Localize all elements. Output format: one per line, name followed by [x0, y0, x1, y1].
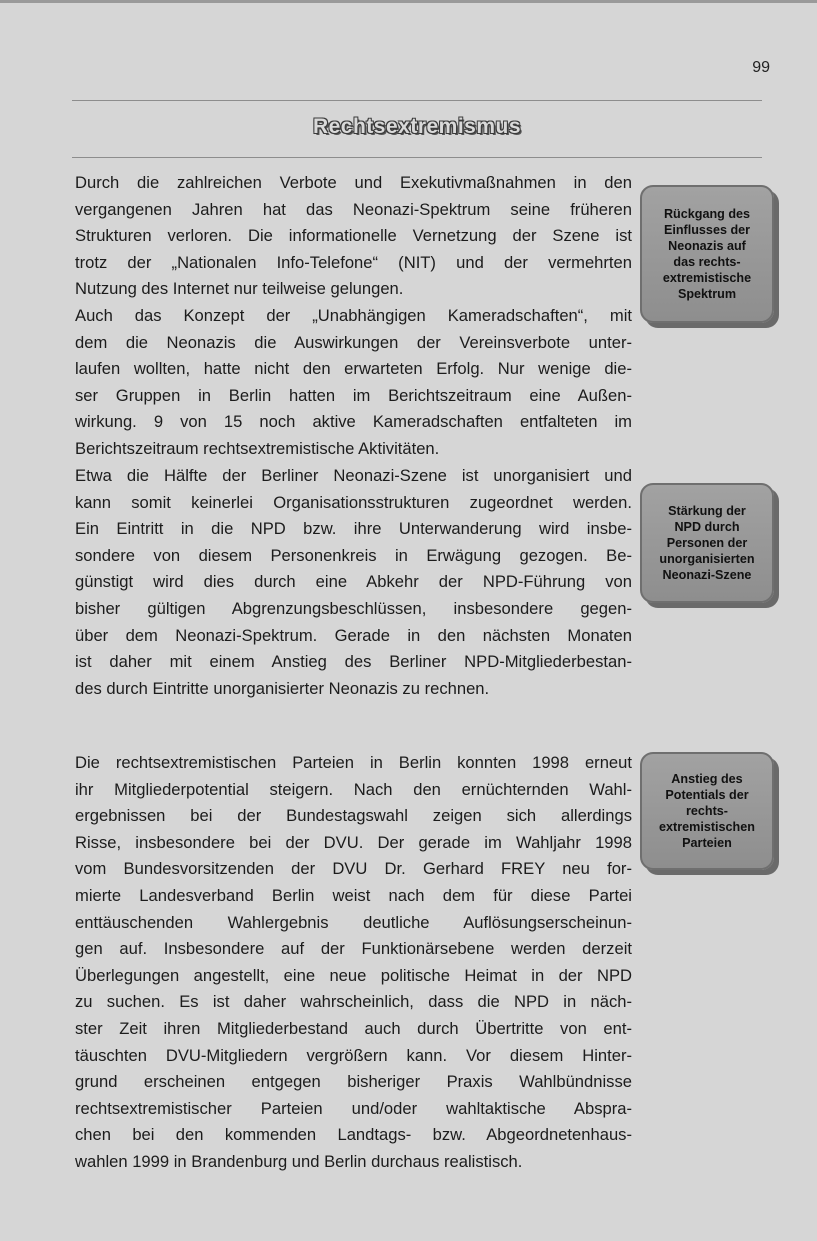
margin-note-line: rechts-	[686, 804, 728, 818]
margin-note-line: Neonazi-Szene	[662, 568, 752, 582]
margin-note-1	[640, 185, 774, 323]
text-line: rechtsextremistischer Parteien und/oder wahltaktische Abspra-	[75, 1098, 632, 1118]
text-line: vergangenen Jahren hat das Neonazi-Spektrum seine früheren	[75, 199, 632, 219]
section-heading: Rechtsextremismus	[312, 115, 522, 138]
text-line: ser Gruppen in Berlin hatten im Berichtszeitraum eine Außen-	[75, 385, 632, 405]
margin-note-line: extremistische	[662, 271, 752, 285]
paragraph-1	[75, 170, 632, 303]
margin-note-text	[659, 503, 754, 583]
margin-note-line: extremistischen	[659, 820, 755, 834]
text-line: bisher gültigen Abgrenzungsbeschlüssen, insbesondere gegen-	[75, 598, 632, 618]
margin-note-line: Rückgang des	[663, 207, 751, 221]
text-line: mierte Landesverband Berlin weist nach dem für diese Partei	[75, 885, 632, 905]
text-line: ergebnissen bei der Bundestagswahl zeigen sich allerdings	[75, 806, 632, 826]
text-line: ihr Mitgliederpotential steigern. Nach den ernüchternden Wahl-	[75, 779, 632, 799]
text-line: Strukturen verloren. Die informationelle Vernetzung der Szene ist	[75, 226, 632, 246]
paragraph-2	[75, 303, 632, 463]
text-line: gen auf. Insbesondere auf der Funktionärsebene werden derzeit	[75, 939, 632, 959]
text-line: Auch das Konzept der „Unabhängigen Kameradschaften“, mit	[75, 306, 632, 325]
text-line: des durch Eintritte unorganisierter Neonazis zu rechnen.	[75, 678, 490, 698]
margin-note-text	[663, 206, 751, 302]
margin-note-3	[640, 752, 774, 870]
heading-rule-bottom	[72, 157, 762, 158]
margin-note-line: Einflusses der	[663, 223, 751, 237]
paragraph-3	[75, 463, 632, 702]
text-line: Die rechtsextremistischen Parteien in Berlin konnten 1998 erneut	[75, 753, 632, 772]
margin-note-line: Potentials der	[665, 788, 749, 802]
text-line: vom Bundesvorsitzenden der DVU Dr. Gerhard FREY neu for-	[75, 859, 632, 879]
margin-note-line: Anstieg des	[671, 772, 743, 786]
page-number: 99	[752, 59, 770, 76]
text-line: Berichtszeitraum rechtsextremistische Aktivitäten.	[75, 438, 440, 458]
margin-note-line: unorganisierten	[659, 552, 755, 566]
page-top-edge	[0, 0, 817, 3]
text-line: täuschten DVU-Mitgliedern vergrößern kann. Vor diesem Hinter-	[75, 1045, 632, 1065]
margin-note-line: Neonazis auf	[668, 239, 746, 253]
text-line: dem die Neonazis die Auswirkungen der Vereinsverbote unter-	[75, 332, 632, 352]
paragraph-4	[75, 750, 632, 1176]
margin-note-line: Personen der	[666, 536, 748, 550]
margin-note-line: Spektrum	[677, 287, 737, 301]
text-line: sondere von diesem Personenkreis in Erwägung gezogen. Be-	[75, 545, 632, 565]
text-line: kann somit keinerlei Organisationsstrukturen zugeordnet werden.	[75, 492, 632, 512]
text-line: Ein Eintritt in die NPD bzw. ihre Unterwanderung wird insbe-	[75, 519, 632, 539]
text-line: grund erscheinen entgegen bisheriger Praxis Wahlbündnisse	[75, 1072, 632, 1092]
text-line: wahlen 1999 in Brandenburg und Berlin durchaus realistisch.	[75, 1151, 523, 1171]
text-line: Risse, insbesondere bei der DVU. Der gerade im Wahljahr 1998	[75, 832, 632, 852]
text-line: trotz der „Nationalen Info-Telefone“ (NIT) und der vermehrten	[75, 252, 632, 272]
text-line: Etwa die Hälfte der Berliner Neonazi-Szene ist unorganisiert und	[75, 466, 632, 485]
heading-rule-top	[72, 100, 762, 101]
margin-note-line: NPD durch	[674, 520, 740, 534]
text-line: ist daher mit einem Anstieg des Berliner NPD-Mitgliederbestan-	[75, 652, 632, 672]
text-line: chen bei den kommenden Landtags- bzw. Abgeordnetenhaus-	[75, 1125, 632, 1145]
margin-note-line: Parteien	[682, 836, 732, 850]
text-line: zu suchen. Es ist daher wahrscheinlich, dass die NPD in näch-	[75, 992, 632, 1012]
text-line: Durch die zahlreichen Verbote und Exekutivmaßnahmen in den	[75, 173, 632, 192]
text-line: Überlegungen angestellt, eine neue politische Heimat in der NPD	[75, 965, 632, 985]
text-line: enttäuschenden Wahlergebnis deutliche Auflösungserscheinun-	[75, 912, 632, 932]
text-line: günstigt wird dies durch eine Abkehr der NPD-Führung von	[75, 572, 632, 592]
text-line: Nutzung des Internet nur teilweise gelungen.	[75, 279, 404, 299]
margin-note-line: das rechts-	[673, 255, 741, 269]
margin-note-text	[659, 771, 755, 851]
text-line: ster Zeit ihren Mitgliederbestand auch durch Übertritte von ent-	[75, 1018, 632, 1038]
margin-note-line: Stärkung der	[668, 504, 746, 518]
text-line: wirkung. 9 von 15 noch aktive Kameradschaften entfalteten im	[75, 412, 632, 432]
text-line: laufen wollten, hatte nicht den erwarteten Erfolg. Nur wenige die-	[75, 359, 632, 379]
text-line: über dem Neonazi-Spektrum. Gerade in den nächsten Monaten	[75, 625, 632, 645]
margin-note-2	[640, 483, 774, 603]
